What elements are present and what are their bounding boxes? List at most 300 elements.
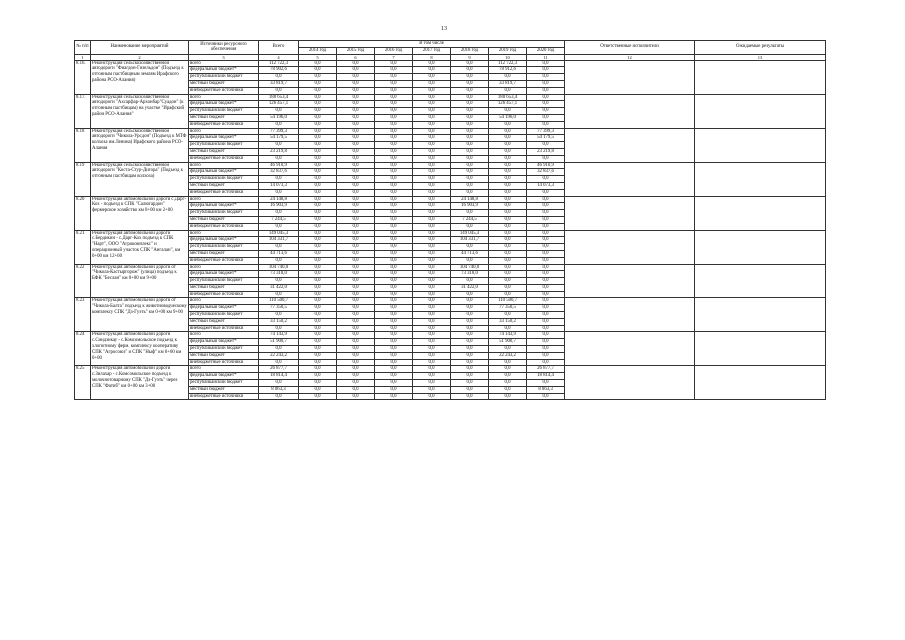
value-cell: 0,0 — [337, 128, 375, 135]
value-cell: 0,0 — [527, 339, 565, 346]
value-cell: 0,0 — [375, 373, 413, 380]
value-cell: 0,0 — [451, 346, 489, 353]
value-cell: 0,0 — [527, 291, 565, 298]
value-cell: 0,0 — [337, 318, 375, 325]
value-cell: 26 877,7 — [259, 366, 299, 373]
funding-source: внебюджетные источники — [189, 155, 259, 162]
value-cell: 0,0 — [259, 210, 299, 217]
value-cell: 0,0 — [375, 366, 413, 373]
value-cell: 0,0 — [375, 203, 413, 210]
value-cell: 46 910,9 — [527, 162, 565, 169]
measure-name: Реконструкция автомобильной дороги с.Зилахар - с.Комсомольское подъезд к молочнотоварному СПК "Дз-Гуэть" через СПК "Фатиб" км 0+00 км 3+00 — [91, 366, 189, 400]
value-cell: 0,0 — [337, 142, 375, 149]
value-cell: 0,0 — [375, 352, 413, 359]
value-cell: 0,0 — [299, 312, 337, 319]
budget-table — [74, 40, 826, 400]
value-cell: 0,0 — [337, 67, 375, 74]
expected-cell — [695, 60, 826, 94]
funding-source: всего — [189, 94, 259, 101]
value-cell: 0,0 — [375, 210, 413, 217]
funding-source: местный бюджет — [189, 216, 259, 223]
value-cell: 0,0 — [527, 298, 565, 305]
value-cell: 0,0 — [259, 189, 299, 196]
expected-cell — [695, 94, 826, 128]
funding-source: федеральный бюджет* — [189, 373, 259, 380]
value-cell: 0,0 — [337, 135, 375, 142]
row-number: 8.20 — [75, 196, 91, 230]
value-cell: 104 331,7 — [259, 237, 299, 244]
value-cell: 0,0 — [337, 244, 375, 251]
column-number: 13 — [695, 54, 826, 60]
value-cell: 0,0 — [489, 189, 527, 196]
value-cell: 0,0 — [527, 108, 565, 115]
value-cell: 14 073,3 — [259, 182, 299, 189]
value-cell: 0,0 — [527, 196, 565, 203]
expected-cell — [695, 162, 826, 196]
funding-source: республиканский бюджет — [189, 74, 259, 81]
value-cell: 0,0 — [299, 162, 337, 169]
value-cell: 0,0 — [337, 393, 375, 400]
value-cell: 0,0 — [299, 60, 337, 67]
value-cell: 0,0 — [489, 176, 527, 183]
value-cell: 0,0 — [489, 196, 527, 203]
row-number: 8.24 — [75, 332, 91, 366]
value-cell: 8 063,3 — [259, 386, 299, 393]
value-cell: 7 244,5 — [259, 216, 299, 223]
value-cell: 0,0 — [527, 237, 565, 244]
funding-source: федеральный бюджет* — [189, 339, 259, 346]
value-cell: 0,0 — [489, 142, 527, 149]
value-cell: 0,0 — [299, 339, 337, 346]
value-cell: 0,0 — [259, 176, 299, 183]
value-cell: 0,0 — [299, 305, 337, 312]
value-cell: 0,0 — [489, 223, 527, 230]
value-cell: 32 837,6 — [259, 169, 299, 176]
funding-source: местный бюджет — [189, 318, 259, 325]
funding-source: всего — [189, 196, 259, 203]
value-cell: 0,0 — [299, 114, 337, 121]
value-cell: 0,0 — [451, 359, 489, 366]
value-cell: 0,0 — [527, 352, 565, 359]
funding-source: всего — [189, 60, 259, 67]
header-source: Источники ресурсного обеспечения — [189, 41, 259, 55]
value-cell: 0,0 — [413, 244, 451, 251]
value-cell: 0,0 — [489, 271, 527, 278]
row-number: 8.16. — [75, 60, 91, 94]
value-cell: 0,0 — [413, 386, 451, 393]
value-cell: 0,0 — [527, 393, 565, 400]
value-cell: 0,0 — [413, 87, 451, 94]
value-cell: 0,0 — [299, 373, 337, 380]
value-cell: 0,0 — [337, 210, 375, 217]
value-cell: 0,0 — [375, 60, 413, 67]
value-cell: 0,0 — [413, 196, 451, 203]
value-cell: 0,0 — [259, 142, 299, 149]
table-row — [75, 128, 826, 135]
value-cell: 0,0 — [299, 332, 337, 339]
value-cell: 0,0 — [299, 135, 337, 142]
value-cell: 0,0 — [527, 332, 565, 339]
value-cell: 0,0 — [413, 237, 451, 244]
value-cell: 0,0 — [299, 284, 337, 291]
value-cell: 0,0 — [489, 257, 527, 264]
value-cell: 0,0 — [413, 325, 451, 332]
value-cell: 0,0 — [299, 237, 337, 244]
funding-source: республиканский бюджет — [189, 210, 259, 217]
value-cell: 0,0 — [375, 359, 413, 366]
value-cell: 0,0 — [299, 380, 337, 387]
header-name: Наименование мероприятий — [91, 41, 189, 55]
value-cell: 0,0 — [489, 237, 527, 244]
value-cell: 51 900,7 — [259, 339, 299, 346]
value-cell: 0,0 — [489, 155, 527, 162]
value-cell: 0,0 — [259, 393, 299, 400]
value-cell: 0,0 — [451, 291, 489, 298]
value-cell: 24 148,8 — [451, 196, 489, 203]
value-cell: 0,0 — [413, 60, 451, 67]
value-cell: 0,0 — [413, 284, 451, 291]
value-cell: 0,0 — [413, 169, 451, 176]
funding-source: федеральный бюджет* — [189, 237, 259, 244]
funding-source: местный бюджет — [189, 182, 259, 189]
value-cell: 0,0 — [527, 271, 565, 278]
value-cell: 0,0 — [451, 142, 489, 149]
value-cell: 0,0 — [375, 128, 413, 135]
value-cell: 0,0 — [489, 278, 527, 285]
value-cell: 0,0 — [527, 257, 565, 264]
value-cell: 0,0 — [489, 386, 527, 393]
value-cell: 0,0 — [299, 291, 337, 298]
value-cell: 0,0 — [489, 393, 527, 400]
table-header — [75, 41, 826, 61]
funding-source: всего — [189, 366, 259, 373]
expected-cell — [695, 264, 826, 298]
value-cell: 0,0 — [413, 250, 451, 257]
table-row — [75, 230, 826, 237]
value-cell: 0,0 — [451, 108, 489, 115]
value-cell: 0,0 — [299, 366, 337, 373]
value-cell: 0,0 — [527, 318, 565, 325]
value-cell: 0,0 — [299, 230, 337, 237]
value-cell: 0,0 — [451, 278, 489, 285]
value-cell: 0,0 — [337, 223, 375, 230]
value-cell: 73 318,0 — [451, 271, 489, 278]
value-cell: 0,0 — [451, 121, 489, 128]
value-cell: 33 819,7 — [489, 80, 527, 87]
value-cell: 0,0 — [375, 230, 413, 237]
table-body — [75, 60, 826, 400]
value-cell: 0,0 — [413, 189, 451, 196]
value-cell: 0,0 — [527, 244, 565, 251]
value-cell: 0,0 — [489, 264, 527, 271]
value-cell: 0,0 — [337, 108, 375, 115]
responsible-cell — [565, 366, 695, 400]
value-cell: 112 722,3 — [259, 60, 299, 67]
value-cell: 0,0 — [299, 278, 337, 285]
value-cell: 0,0 — [489, 162, 527, 169]
value-cell: 0,0 — [299, 264, 337, 271]
value-cell: 0,0 — [451, 223, 489, 230]
header-no: № п/п — [75, 41, 91, 55]
funding-source: всего — [189, 162, 259, 169]
value-cell: 0,0 — [413, 264, 451, 271]
value-cell: 0,0 — [413, 230, 451, 237]
value-cell: 0,0 — [489, 108, 527, 115]
value-cell: 0,0 — [413, 162, 451, 169]
value-cell: 0,0 — [527, 223, 565, 230]
funding-source: всего — [189, 332, 259, 339]
value-cell: 0,0 — [527, 189, 565, 196]
value-cell: 0,0 — [337, 305, 375, 312]
value-cell: 0,0 — [299, 346, 337, 353]
value-cell: 0,0 — [259, 325, 299, 332]
value-cell: 0,0 — [337, 162, 375, 169]
value-cell: 0,0 — [413, 182, 451, 189]
value-cell: 0,0 — [527, 359, 565, 366]
value-cell: 0,0 — [527, 176, 565, 183]
row-number: 8.23 — [75, 298, 91, 332]
column-number: 12 — [565, 54, 695, 60]
responsible-cell — [565, 196, 695, 230]
row-number: 8.18 — [75, 128, 91, 162]
value-cell: 0,0 — [299, 216, 337, 223]
value-cell: 0,0 — [299, 74, 337, 81]
table-row — [75, 264, 826, 271]
value-cell: 0,0 — [299, 393, 337, 400]
value-cell: 0,0 — [375, 216, 413, 223]
value-cell: 18 814,4 — [527, 373, 565, 380]
value-cell: 74 143,9 — [259, 332, 299, 339]
responsible-cell — [565, 128, 695, 162]
funding-source: всего — [189, 264, 259, 271]
value-cell: 0,0 — [375, 67, 413, 74]
value-cell: 0,0 — [489, 244, 527, 251]
value-cell: 0,0 — [489, 373, 527, 380]
value-cell: 0,0 — [451, 244, 489, 251]
value-cell: 0,0 — [451, 176, 489, 183]
value-cell: 0,0 — [413, 74, 451, 81]
value-cell: 0,0 — [451, 155, 489, 162]
funding-source: местный бюджет — [189, 250, 259, 257]
value-cell: 0,0 — [375, 74, 413, 81]
table-row — [75, 162, 826, 169]
value-cell: 104 740,0 — [259, 264, 299, 271]
value-cell: 26 877,7 — [527, 366, 565, 373]
value-cell: 0,0 — [489, 128, 527, 135]
value-cell: 16 903,9 — [451, 203, 489, 210]
header-year: 2016 год — [375, 47, 413, 54]
value-cell: 0,0 — [489, 216, 527, 223]
value-cell: 0,0 — [413, 352, 451, 359]
value-cell: 0,0 — [413, 223, 451, 230]
value-cell: 73 318,0 — [259, 271, 299, 278]
value-cell: 0,0 — [375, 332, 413, 339]
value-cell: 54 179,5 — [527, 135, 565, 142]
header-year: 2020 год — [527, 47, 565, 54]
table-row — [75, 298, 826, 305]
value-cell: 0,0 — [451, 318, 489, 325]
value-cell: 0,0 — [375, 284, 413, 291]
value-cell: 0,0 — [299, 244, 337, 251]
value-cell: 0,0 — [259, 87, 299, 94]
value-cell: 0,0 — [375, 80, 413, 87]
value-cell: 0,0 — [337, 60, 375, 67]
funding-source: местный бюджет — [189, 352, 259, 359]
funding-source: федеральный бюджет* — [189, 169, 259, 176]
value-cell: 0,0 — [527, 210, 565, 217]
value-cell: 77 350,5 — [259, 305, 299, 312]
value-cell: 0,0 — [527, 155, 565, 162]
header-year: 2015 год — [337, 47, 375, 54]
value-cell: 0,0 — [337, 121, 375, 128]
value-cell: 0,0 — [375, 189, 413, 196]
funding-source: республиканский бюджет — [189, 278, 259, 285]
table-row — [75, 366, 826, 373]
column-number: 9 — [451, 54, 489, 60]
value-cell: 0,0 — [375, 121, 413, 128]
funding-source: федеральный бюджет* — [189, 271, 259, 278]
value-cell: 0,0 — [527, 60, 565, 67]
value-cell: 0,0 — [259, 257, 299, 264]
value-cell: 0,0 — [375, 94, 413, 101]
funding-source: республиканский бюджет — [189, 346, 259, 353]
expected-cell — [695, 196, 826, 230]
value-cell: 0,0 — [451, 257, 489, 264]
value-cell: 0,0 — [299, 250, 337, 257]
funding-source: местный бюджет — [189, 148, 259, 155]
value-cell: 0,0 — [527, 250, 565, 257]
value-cell: 54 179,5 — [259, 135, 299, 142]
value-cell: 0,0 — [413, 359, 451, 366]
value-cell: 0,0 — [375, 223, 413, 230]
column-number: 10 — [489, 54, 527, 60]
funding-source: всего — [189, 298, 259, 305]
row-number: 8.22 — [75, 264, 91, 298]
value-cell: 0,0 — [413, 373, 451, 380]
table-row — [75, 94, 826, 101]
value-cell: 0,0 — [375, 298, 413, 305]
value-cell: 0,0 — [375, 291, 413, 298]
funding-source: внебюджетные источники — [189, 189, 259, 196]
responsible-cell — [565, 94, 695, 128]
value-cell: 0,0 — [451, 94, 489, 101]
value-cell: 0,0 — [527, 230, 565, 237]
value-cell: 0,0 — [451, 114, 489, 121]
value-cell: 0,0 — [337, 271, 375, 278]
funding-source: внебюджетные источники — [189, 223, 259, 230]
value-cell: 0,0 — [451, 128, 489, 135]
value-cell: 0,0 — [413, 257, 451, 264]
value-cell: 0,0 — [375, 264, 413, 271]
header-year: 2019 год — [489, 47, 527, 54]
value-cell: 0,0 — [299, 155, 337, 162]
value-cell: 0,0 — [451, 87, 489, 94]
value-cell: 33 819,7 — [259, 80, 299, 87]
value-cell: 0,0 — [375, 257, 413, 264]
header-expected: Ожидаемые результаты — [695, 41, 826, 55]
value-cell: 0,0 — [489, 210, 527, 217]
value-cell: 0,0 — [527, 346, 565, 353]
value-cell: 126 457,1 — [489, 101, 527, 108]
value-cell: 0,0 — [299, 352, 337, 359]
responsible-cell — [565, 332, 695, 366]
value-cell: 0,0 — [527, 278, 565, 285]
value-cell: 0,0 — [413, 339, 451, 346]
value-cell: 0,0 — [413, 271, 451, 278]
value-cell: 0,0 — [299, 359, 337, 366]
value-cell: 0,0 — [489, 148, 527, 155]
value-cell: 0,0 — [299, 386, 337, 393]
expected-cell — [695, 298, 826, 332]
funding-source: республиканский бюджет — [189, 142, 259, 149]
value-cell: 14 073,3 — [527, 182, 565, 189]
value-cell: 0,0 — [299, 223, 337, 230]
value-cell: 0,0 — [299, 196, 337, 203]
responsible-cell — [565, 230, 695, 264]
value-cell: 0,0 — [299, 87, 337, 94]
value-cell: 104 331,7 — [451, 237, 489, 244]
value-cell: 77 399,3 — [527, 128, 565, 135]
value-cell: 44 713,6 — [259, 250, 299, 257]
value-cell: 18 814,4 — [259, 373, 299, 380]
value-cell: 0,0 — [527, 203, 565, 210]
value-cell: 0,0 — [337, 216, 375, 223]
value-cell: 0,0 — [527, 380, 565, 387]
value-cell: 0,0 — [413, 203, 451, 210]
value-cell: 0,0 — [299, 176, 337, 183]
value-cell: 180 653,4 — [489, 94, 527, 101]
value-cell: 46 910,9 — [259, 162, 299, 169]
value-cell: 0,0 — [337, 278, 375, 285]
value-cell: 0,0 — [375, 393, 413, 400]
row-number: 8.17. — [75, 94, 91, 128]
value-cell: 0,0 — [413, 176, 451, 183]
value-cell: 0,0 — [337, 182, 375, 189]
value-cell: 33 150,2 — [489, 318, 527, 325]
value-cell: 0,0 — [413, 332, 451, 339]
funding-source: федеральный бюджет* — [189, 203, 259, 210]
expected-cell — [695, 366, 826, 400]
funding-source: внебюджетные источники — [189, 87, 259, 94]
value-cell: 0,0 — [451, 162, 489, 169]
value-cell: 0,0 — [375, 244, 413, 251]
funding-source: федеральный бюджет* — [189, 305, 259, 312]
value-cell: 0,0 — [527, 216, 565, 223]
expected-cell — [695, 332, 826, 366]
value-cell: 0,0 — [375, 339, 413, 346]
funding-source: федеральный бюджет* — [189, 135, 259, 142]
value-cell: 0,0 — [375, 155, 413, 162]
value-cell: 0,0 — [413, 366, 451, 373]
value-cell: 51 900,7 — [489, 339, 527, 346]
value-cell: 0,0 — [489, 312, 527, 319]
header-total: Всего — [259, 41, 299, 55]
funding-source: внебюджетные источники — [189, 393, 259, 400]
value-cell: 0,0 — [299, 94, 337, 101]
value-cell: 110 500,7 — [489, 298, 527, 305]
value-cell: 0,0 — [451, 80, 489, 87]
value-cell: 23 219,8 — [527, 148, 565, 155]
value-cell: 0,0 — [451, 325, 489, 332]
expected-cell — [695, 230, 826, 264]
value-cell: 0,0 — [413, 216, 451, 223]
column-number: 7 — [375, 54, 413, 60]
funding-source: республиканский бюджет — [189, 380, 259, 387]
value-cell: 0,0 — [375, 346, 413, 353]
column-number: 4 — [259, 54, 299, 60]
value-cell: 0,0 — [413, 318, 451, 325]
value-cell: 44 713,6 — [451, 250, 489, 257]
